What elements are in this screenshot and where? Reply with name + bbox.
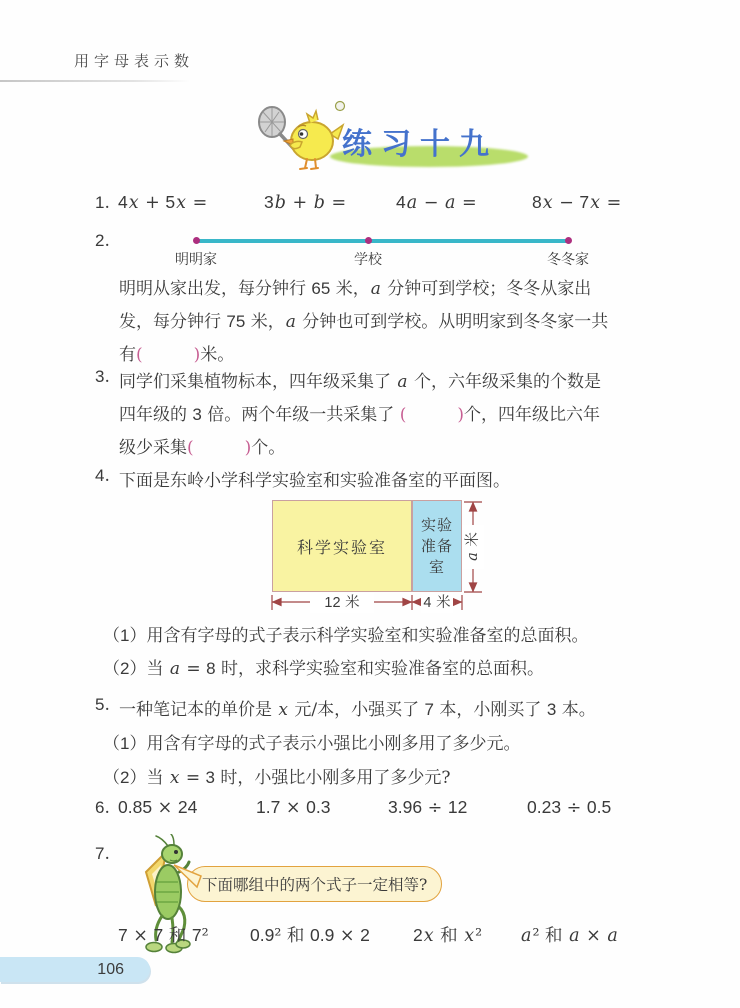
location-label-mingming: 明明家 xyxy=(175,252,217,268)
problem-6-number: 6. xyxy=(95,798,110,818)
p1-expression: 3b + b = xyxy=(264,192,347,213)
p3-line3-post: 个。 xyxy=(251,438,286,458)
p5-subquestion-2: （2）当 x = 3 时，小强比小刚多用了多少元? xyxy=(103,768,451,788)
location-dot xyxy=(365,237,372,244)
speech-bubble-tail-icon xyxy=(173,864,203,890)
p2-line3-post: 米。 xyxy=(200,345,235,365)
location-dot xyxy=(565,237,572,244)
dim-height: a 米 xyxy=(462,525,484,569)
p6-expression: 0.23 ÷ 0.5 xyxy=(527,797,612,818)
p7-expression: 7 × 7 和 7² xyxy=(118,925,209,946)
p2-text-line: 明明从家出发，每分钟行 65 米，a 分钟可到学校；冬冬从家出 xyxy=(119,279,592,299)
p4-subquestion-1: （1）用含有字母的式子表示科学实验室和实验准备室的总面积。 xyxy=(103,626,589,646)
p1-expression: 4x + 5x = xyxy=(118,192,208,213)
problem-7-number: 7. xyxy=(95,844,110,864)
problem-5-number: 5. xyxy=(95,695,110,715)
exercise-title: 练习十九 xyxy=(342,127,498,162)
speech-bubble-text: 下面哪组中的两个式子一定相等? xyxy=(202,876,428,894)
header-rule xyxy=(0,80,190,82)
p7-expression: a² 和 a × a xyxy=(521,926,618,946)
room-prep-label: 实验准备室 xyxy=(420,515,453,576)
dim-width-lab: 12 米 xyxy=(310,593,374,613)
problem-3-number: 3. xyxy=(95,367,110,387)
answer-blank: ( ) xyxy=(399,405,464,425)
p7-expression: 2x 和 x² xyxy=(413,925,483,946)
p1-expression: 8x − 7x = xyxy=(532,192,622,213)
chick-mascot-icon xyxy=(250,96,355,178)
p3-text-line xyxy=(119,400,600,425)
dim-width-prep: 4 米 xyxy=(421,593,453,613)
p4-intro: 下面是东岭小学科学实验室和实验准备室的平面图。 xyxy=(119,471,510,491)
p2-text-line: 发，每分钟行 75 米，a 分钟也可到学校。从明明家到冬冬家一共 xyxy=(119,312,609,332)
location-label-school: 学校 xyxy=(354,252,382,268)
p5-subquestion-1: （1）用含有字母的式子表示小强比小刚多用了多少元。 xyxy=(103,734,521,754)
p7-expression: 0.9² 和 0.9 × 2 xyxy=(250,925,370,946)
p6-expression: 1.7 × 0.3 xyxy=(256,797,331,818)
p5-intro: 一种笔记本的单价是 x 元/本，小强买了 7 本，小刚买了 3 本。 xyxy=(119,700,596,720)
p6-expression: 0.85 × 24 xyxy=(118,797,198,818)
speech-bubble xyxy=(187,866,442,902)
problem-1-number: 1. xyxy=(95,193,110,213)
location-dot xyxy=(193,237,200,244)
answer-blank: ( ) xyxy=(136,345,201,365)
p3-line3-pre: 级少采集 xyxy=(119,438,187,458)
problem-4-number: 4. xyxy=(95,466,110,486)
p6-expression: 3.96 ÷ 12 xyxy=(388,797,468,818)
p1-expression: 4a − a = xyxy=(396,192,477,213)
answer-blank: ( ) xyxy=(187,438,252,458)
p4-subquestion-2: （2）当 a = 8 时，求科学实验室和实验准备室的总面积。 xyxy=(103,659,544,679)
floor-plan xyxy=(252,492,502,617)
p2-text-line xyxy=(119,340,234,365)
p2-line3-pre: 有 xyxy=(119,345,136,365)
p3-line2-pre: 四年级的 3 倍。两个年级一共采集了 xyxy=(119,405,400,425)
p3-text-line xyxy=(119,433,285,458)
p3-text-line: 同学们采集植物标本，四年级采集了 a 个，六年级采集的个数是 xyxy=(119,372,601,392)
p3-line2-post: 个，四年级比六年 xyxy=(463,405,600,425)
distance-line xyxy=(196,239,568,243)
page-number-badge: 106 xyxy=(0,957,150,982)
problem-2-number: 2. xyxy=(95,231,110,251)
chapter-header: 用字母表示数 xyxy=(74,52,195,70)
location-label-dongdong: 冬冬家 xyxy=(547,252,589,268)
room-science-lab-label: 科学实验室 xyxy=(296,537,387,557)
